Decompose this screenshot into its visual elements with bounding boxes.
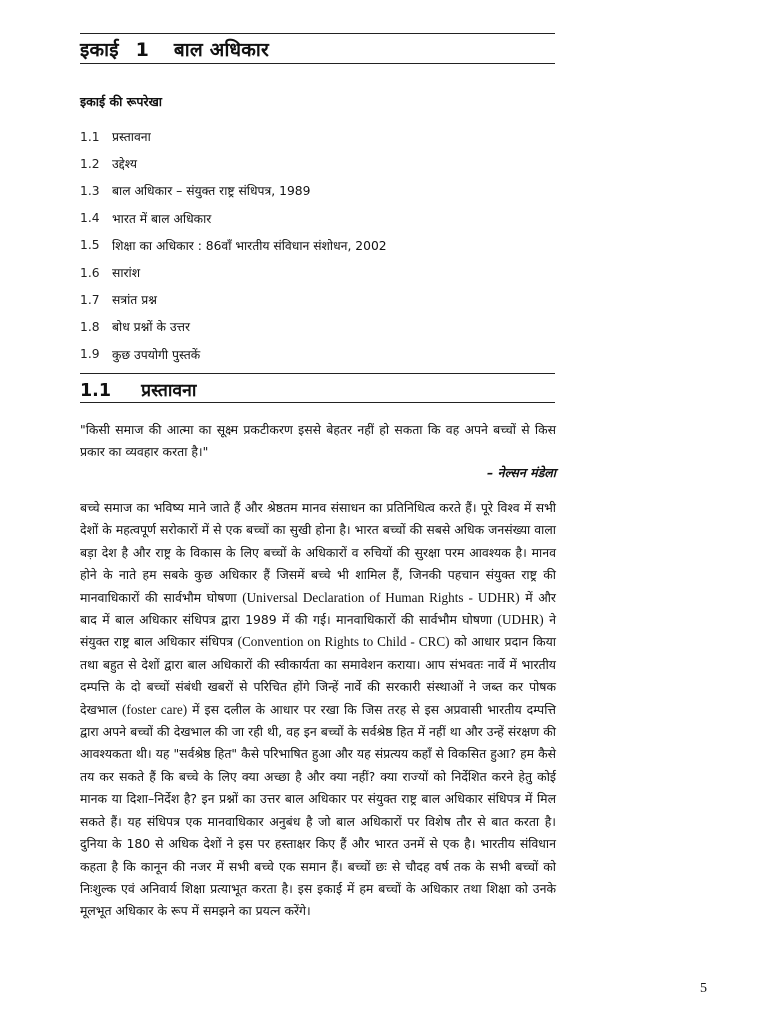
toc-item <box>80 313 560 340</box>
toc-item-label: प्रस्तावना <box>112 130 151 145</box>
section-bottom-rule <box>80 402 555 403</box>
toc-item-number: 1.9 <box>80 347 100 362</box>
toc-item-label: उद्देश्य <box>112 157 138 172</box>
toc-item <box>80 150 560 177</box>
toc-item-number: 1.3 <box>80 183 100 198</box>
title-bottom-rule <box>80 63 555 64</box>
toc-item <box>80 205 560 232</box>
toc-item <box>80 123 560 150</box>
toc-item-number: 1.7 <box>80 292 100 307</box>
toc-item-number: 1.1 <box>80 129 100 144</box>
toc-item <box>80 341 560 368</box>
body-part-2: में और बाद में बाल अधिकार संधिपत्र द्वारा 1989 में की गई। मानवाधिकारों की सार्वभौम घोषणा <box>80 589 556 628</box>
section-title-text: प्रस्तावना <box>141 381 197 401</box>
toc-item-number: 1.5 <box>80 238 100 253</box>
body-part-5: में इस दलील के आधार पर रखा कि जिस तरह से इस अप्रवासी भारतीय दम्पत्ति द्वारा अपने बच्चों की देखभाल की जा रही थी, वह इन बच्चों के सर्वश्रेष्ठ हित में नहीं था और उन्हें संरक्षण की आवश्यकता थी। यह "सर्वश्रेष्ठ हित" कैसे परिभाषित हुआ और यह संप्रत्यय कहाँ से विकसित हुआ? हम कैसे तय कर सकते हैं कि बच्चे के लिए क्या अच्छा है और क्या नहीं? क्या राज्यों को निर्देशित करने हेतु कोई मानक या दिशा–निर्देश है? इन प्रश्नों का उत्तर बाल अधिकार पर संयुक्त राष्ट्र बाल अधिकार संधिपत्र में मिल सकते हैं। यह संधिपत्र एक मानवाधिकार अनुबंध है जो बाल अधिकारों पर विशेष तौर से बात करता है। दुनिया के 180 से अधिक देशों ने इस पर हस्ताक्षर किए हैं और भारत उनमें से एक है। भारतीय संविधान कहता है कि कानून की नजर में सभी बच्चे एक समान हैं। बच्चों छः से चौदह वर्ष तक के सभी बच्चों को निःशुल्क एवं अनिवार्य शिक्षा प्रत्याभूत करता है। इस इकाई में हम बच्चों के अधिकार तथा शिक्षा को उनके मूलभूत अधिकार के रूप में समझने का प्रयत्न करेंगे। <box>80 701 556 919</box>
toc-item-number: 1.6 <box>80 265 100 280</box>
unit-title <box>80 36 555 62</box>
quote-author: – नेल्सन मंडेला <box>487 465 556 480</box>
section-heading <box>80 378 196 402</box>
toc-item-label: बोध प्रश्नों के उत्तर <box>112 320 191 335</box>
toc-item <box>80 286 560 313</box>
unit-title-text: बाल अधिकार <box>173 39 269 61</box>
udhr-abbr: (UDHR) <box>497 612 544 628</box>
top-rule <box>80 33 555 34</box>
section-number: 1.1 <box>80 381 112 401</box>
toc-item-label: बाल अधिकार – संयुक्त राष्ट्र संधिपत्र, 1989 <box>112 184 311 199</box>
section-top-rule <box>80 373 555 374</box>
foster-care-english: (foster care) <box>122 701 188 717</box>
body-part-3: ने संयुक्त राष्ट्र बाल अधिकार संधिपत्र <box>80 612 556 650</box>
unit-number: 1 <box>135 39 150 61</box>
toc-item <box>80 259 560 286</box>
body-part-4: को आधार प्रदान किया तथा बहुत से देशों द्वारा बाल अधिकारों की स्वीकार्यता का समावेशन कराया। आप संभवतः नार्वे में भारतीय दम्पत्ति के दो बच्चों संबंधी खबरों से परिचित होंगे जिन्हें नार्वे की सरकारी संस्थाओं ने जब्त कर पोषक देखभाल <box>80 634 556 717</box>
body-paragraph <box>80 497 556 923</box>
quote-text: "किसी समाज की आत्मा का सूक्ष्म प्रकटीकरण इससे बेहतर नहीं हो सकता कि वह अपने बच्चों से किस प्रकार का व्यवहार करता है।" <box>80 422 556 459</box>
crc-english: (Convention on Rights to Child - CRC) <box>237 634 450 650</box>
outline-heading: इकाई की रूपरेखा <box>80 94 163 109</box>
toc-item-label: शिक्षा का अधिकार : 86वाँ भारतीय संविधान संशोधन, 2002 <box>112 238 387 253</box>
toc-item-number: 1.4 <box>80 211 100 226</box>
toc-item-number: 1.8 <box>80 319 100 334</box>
body-part-1: बच्चे समाज का भविष्य माने जाते हैं और श्रेष्ठतम मानव संसाधन का प्रतिनिधित्व करते हैं। पूरे विश्व में सभी देशों के महत्वपूर्ण सरोकारों में से एक बच्चों का सुखी होना है। भारत बच्चों की सबसे अधिक जनसंख्या वाला बड़ा देश है और राष्ट्र के विकास के लिए बच्चों के अधिकारों व रुचियों की सुरक्षा परम आवश्यक है। मानव होने के नाते हम सबके कुछ अधिकार हैं जिसमें बच्चे भी शामिल हैं, जिनकी पहचान संयुक्त राष्ट्र की मानवाधिकारों की सार्वभौम घोषणा <box>80 500 556 605</box>
table-of-contents <box>80 123 560 368</box>
toc-item <box>80 177 560 204</box>
toc-item-label: कुछ उपयोगी पुस्तकें <box>112 347 201 362</box>
unit-label: इकाई <box>80 39 119 61</box>
toc-item-number: 1.2 <box>80 156 100 171</box>
toc-item-label: सारांश <box>112 266 141 281</box>
toc-item-label: भारत में बाल अधिकार <box>112 211 212 226</box>
page-number: 5 <box>700 981 707 996</box>
udhr-english: (Universal Declaration of Human Rights - UDHR) <box>242 589 520 605</box>
toc-item <box>80 232 560 259</box>
toc-item-label: सत्रांत प्रश्न <box>112 293 157 308</box>
